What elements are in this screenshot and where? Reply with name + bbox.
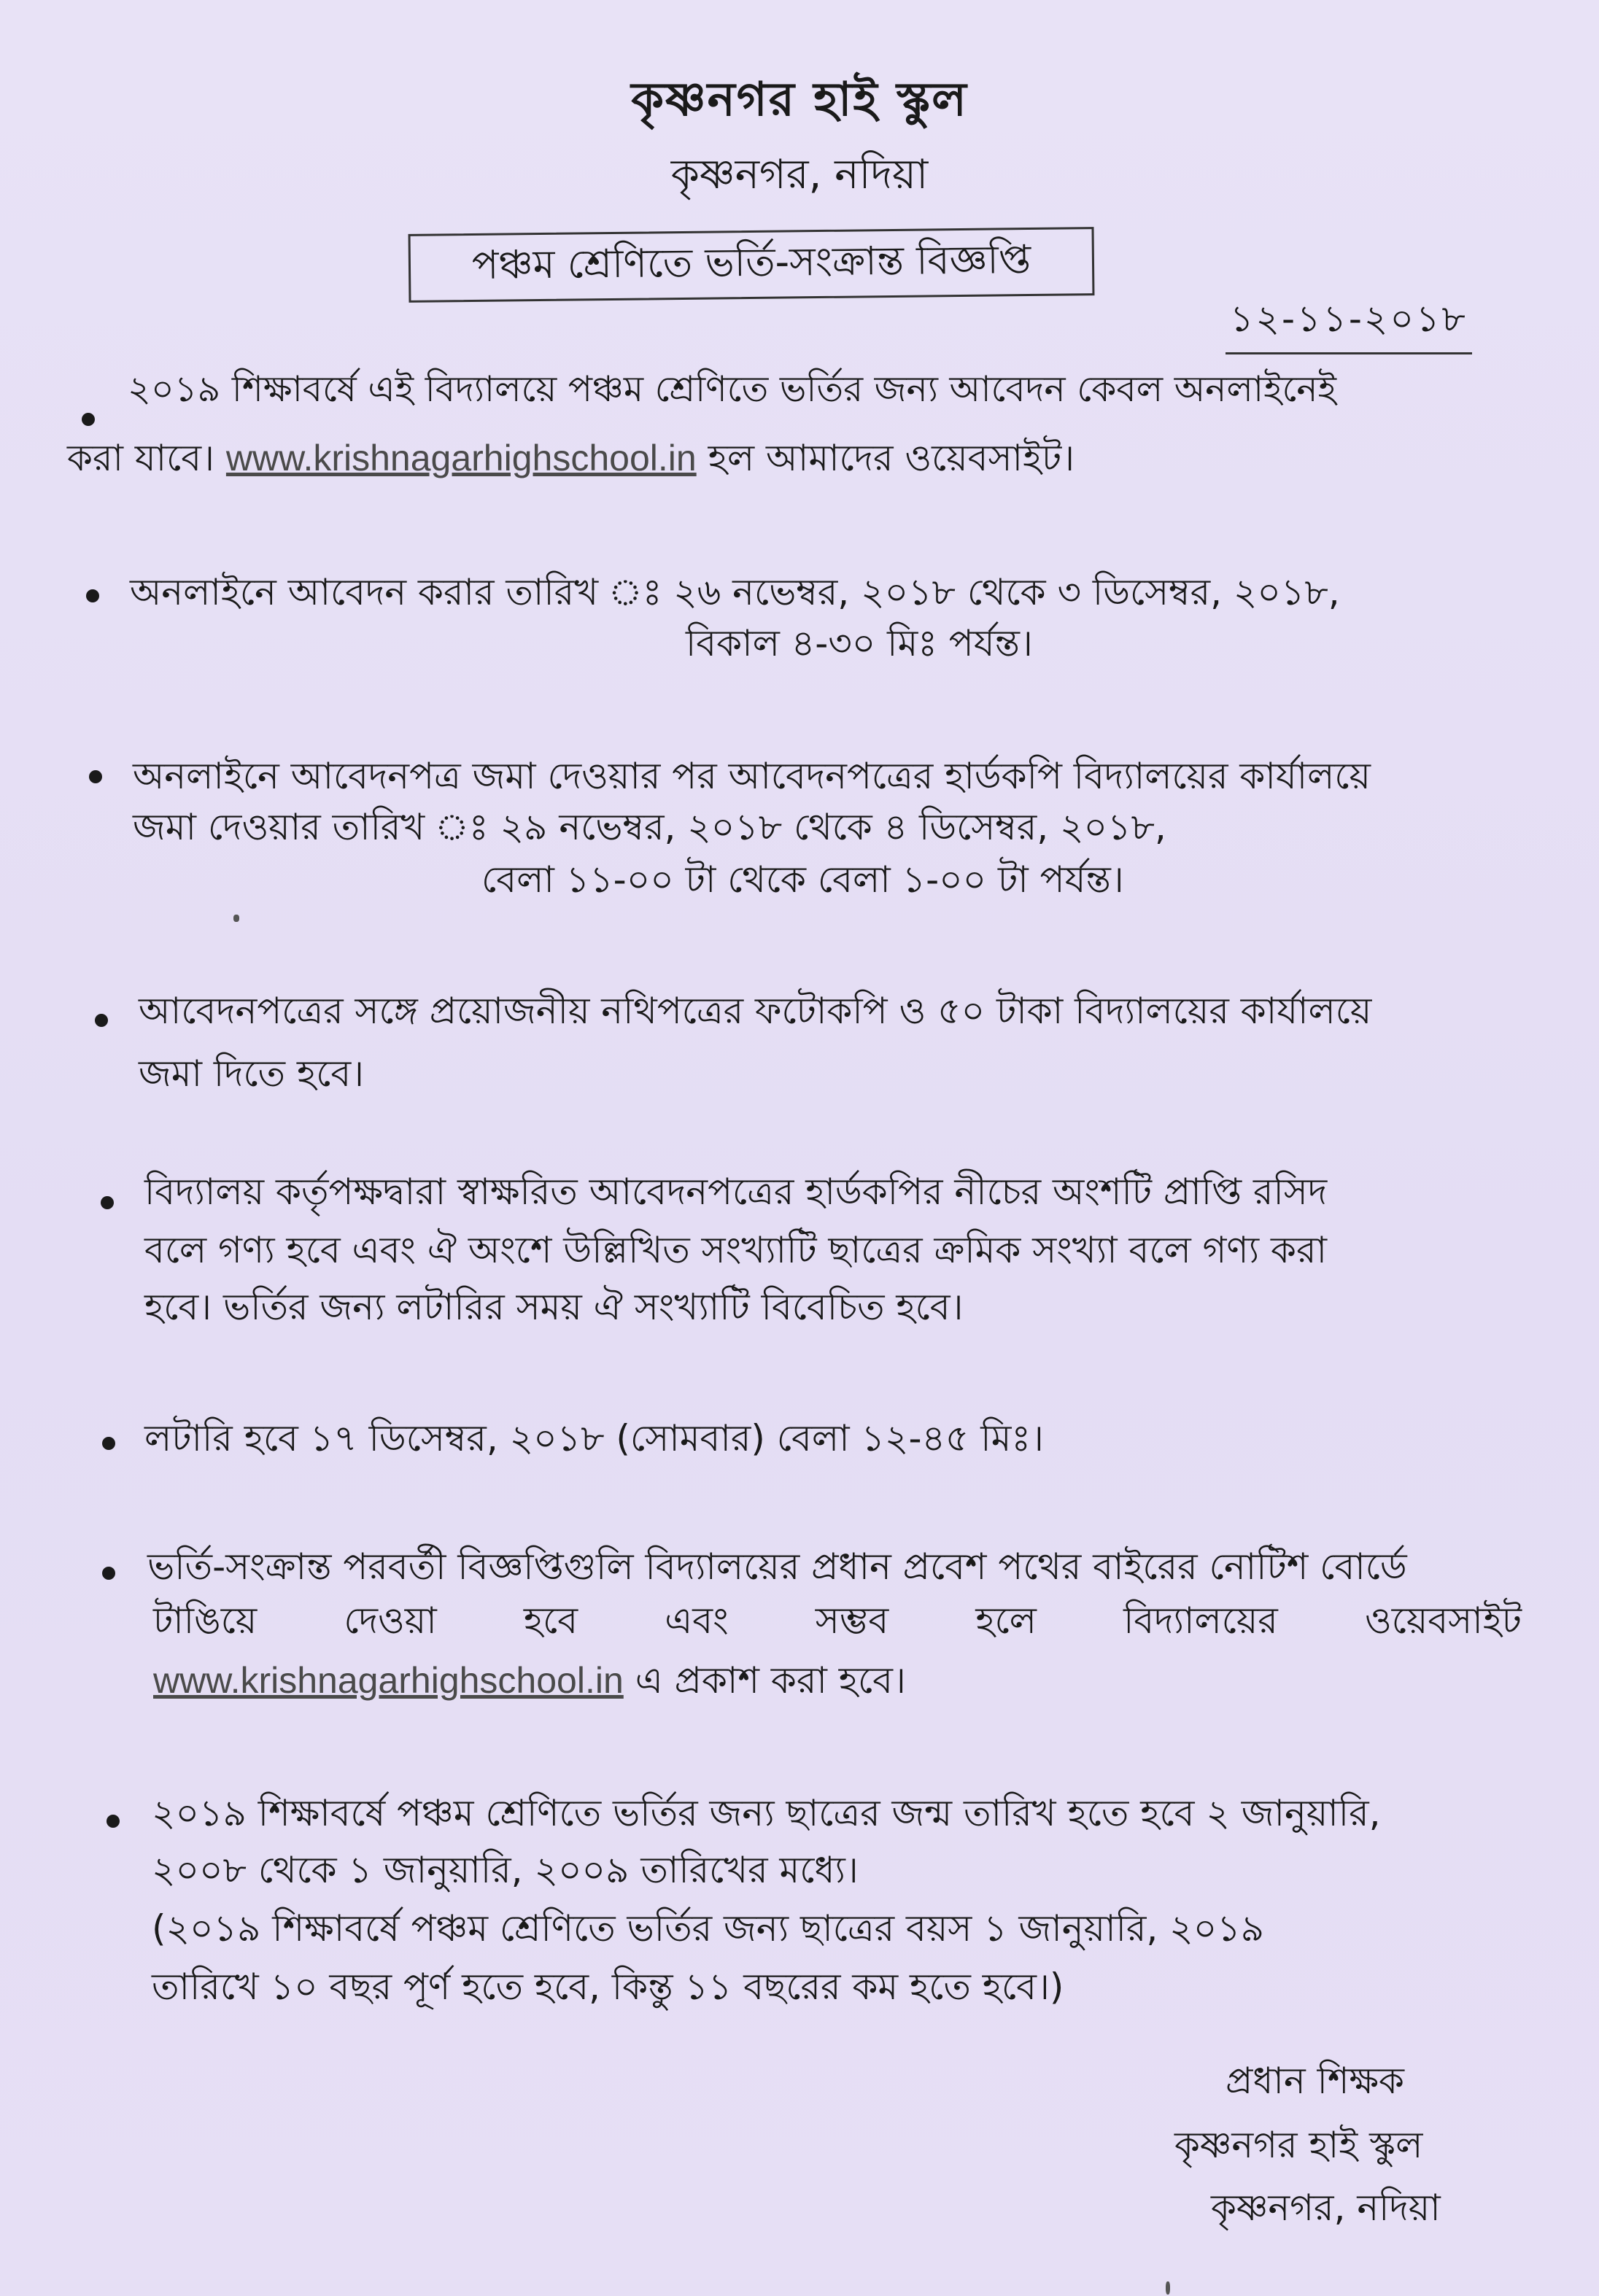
stray-mark: [233, 915, 239, 922]
item-8-line-2: ২০০৮ থেকে ১ জানুয়ারি, ২০০৯ তারিখের মধ্যে।: [152, 1849, 859, 1891]
bullet-icon: [101, 1196, 114, 1209]
signature-place: কৃষ্ণনগর, নদিয়া: [1211, 2187, 1441, 2229]
school-name: কৃষ্ণনগর হাই স্কুল: [631, 73, 968, 127]
notice-title-text: পঞ্চম শ্রেণিতে ভর্তি-সংক্রান্ত বিজ্ঞপ্তি: [471, 236, 1031, 289]
item-7-word: সম্ভব: [815, 1599, 889, 1642]
school-place: কৃষ্ণনগর, নদিয়া: [670, 151, 929, 198]
item-7-word: হলে: [975, 1599, 1037, 1642]
item-7-line-3-suffix: এ প্রকাশ করা হবে।: [635, 1659, 906, 1702]
item-8-line-3: (২০১৯ শিক্ষাবর্ষে পঞ্চম শ্রেণিতে ভর্তির জন্য ছাত্রের বয়স ১ জানুয়ারি, ২০১৯: [152, 1907, 1265, 1950]
item-4-line-2: জমা দিতে হবে।: [139, 1052, 365, 1095]
website-link[interactable]: www.krishnagarhighschool.in: [225, 438, 697, 478]
bullet-icon: [82, 413, 95, 426]
item-3-line-2: জমা দেওয়ার তারিখ ঃ ২৯ নভেম্বর, ২০১৮ থেকে ৪ ডিসেম্বর, ২০১৮,: [133, 806, 1166, 848]
notice-title: [409, 227, 1095, 303]
bullet-icon: [95, 1014, 108, 1027]
item-3-line-3: বেলা ১১-০০ টা থেকে বেলা ১-০০ টা পর্যন্ত।: [481, 858, 1124, 901]
item-3-line-1: অনলাইনে আবেদনপত্র জমা দেওয়ার পর আবেদনপত্রের হার্ডকপি বিদ্যালয়ের কার্যালয়ে: [133, 755, 1371, 797]
item-5-line-2: বলে গণ্য হবে এবং ঐ অংশে উল্লিখিত সংখ্যাটি ছাত্রের ক্রমিক সংখ্যা বলে গণ্য করা: [144, 1229, 1327, 1271]
item-7-word: এবং: [665, 1599, 729, 1642]
item-7-word: দেওয়া: [344, 1599, 437, 1642]
bullet-icon: [102, 1567, 115, 1580]
item-7-line-1: ভর্তি-সংক্রান্ত পরবর্তী বিজ্ঞপ্তিগুলি বিদ্যালয়ের প্রধান প্রবেশ পথের বাইরের নোটিশ বোর্ডে: [147, 1545, 1407, 1588]
item-4-line-1: আবেদনপত্রের সঙ্গে প্রয়োজনীয় নথিপত্রের ফটোকপি ও ৫০ টাকা বিদ্যালয়ের কার্যালয়ে: [139, 990, 1372, 1032]
item-7-word: হবে: [523, 1599, 578, 1642]
item-1-line-2-prefix: করা যাবে।: [67, 437, 214, 479]
item-5-line-3: হবে। ভর্তির জন্য লটারির সময় ঐ সংখ্যাটি বিবেচিত হবে।: [144, 1286, 964, 1328]
item-2-line-1: অনলাইনে আবেদন করার তারিখ ঃ ২৬ নভেম্বর, ২০১৮ থেকে ৩ ডিসেম্বর, ২০১৮,: [130, 571, 1340, 613]
bullet-icon: [102, 1437, 115, 1450]
item-1-line-2: [67, 429, 1075, 487]
stray-mark: [1166, 2281, 1170, 2295]
item-6-line-1: লটারি হবে ১৭ ডিসেম্বর, ২০১৮ (সোমবার) বেলা ১২-৪৫ মিঃ।: [144, 1417, 1044, 1459]
item-8-line-4: তারিখে ১০ বছর পূর্ণ হতে হবে, কিন্তু ১১ বছরের কম হতে হবে।): [152, 1966, 1064, 2008]
bullet-icon: [89, 770, 102, 783]
bullet-icon: [107, 1815, 120, 1828]
item-2-line-2: বিকাল ৪-৩০ মিঃ পর্যন্ত।: [686, 622, 1033, 664]
item-7-line-3: [153, 1651, 906, 1710]
item-7-word: বিদ্যালয়ের: [1123, 1599, 1278, 1642]
bullet-icon: [86, 589, 99, 602]
item-7-word: ওয়েবসাইট: [1364, 1599, 1522, 1642]
item-8-line-1: ২০১৯ শিক্ষাবর্ষে পঞ্চম শ্রেণিতে ভর্তির জন্য ছাত্রের জন্ম তারিখ হতে হবে ২ জানুয়ারি,: [152, 1792, 1381, 1834]
signature-school: কৃষ্ণনগর হাই স্কুল: [1174, 2124, 1423, 2166]
website-link[interactable]: www.krishnagarhighschool.in: [153, 1660, 624, 1701]
signature-designation: প্রধান শিক্ষক: [1226, 2060, 1404, 2102]
item-7-line-2: [153, 1591, 1522, 1650]
item-1-line-1: ২০১৯ শিক্ষাবর্ষে এই বিদ্যালয়ে পঞ্চম শ্রেণিতে ভর্তির জন্য আবেদন কেবল অনলাইনেই: [128, 368, 1337, 410]
item-5-line-1: বিদ্যালয় কর্তৃপক্ষদ্বারা স্বাক্ষরিত আবেদনপত্রের হার্ডকপির নীচের অংশটি প্রাপ্তি রসিদ: [144, 1171, 1328, 1213]
item-1-line-2-suffix: হল আমাদের ওয়েবসাইট।: [708, 437, 1075, 479]
notice-date: ১২-১১-২০১৮: [1226, 292, 1472, 354]
item-7-word: টাঙিয়ে: [153, 1599, 258, 1642]
